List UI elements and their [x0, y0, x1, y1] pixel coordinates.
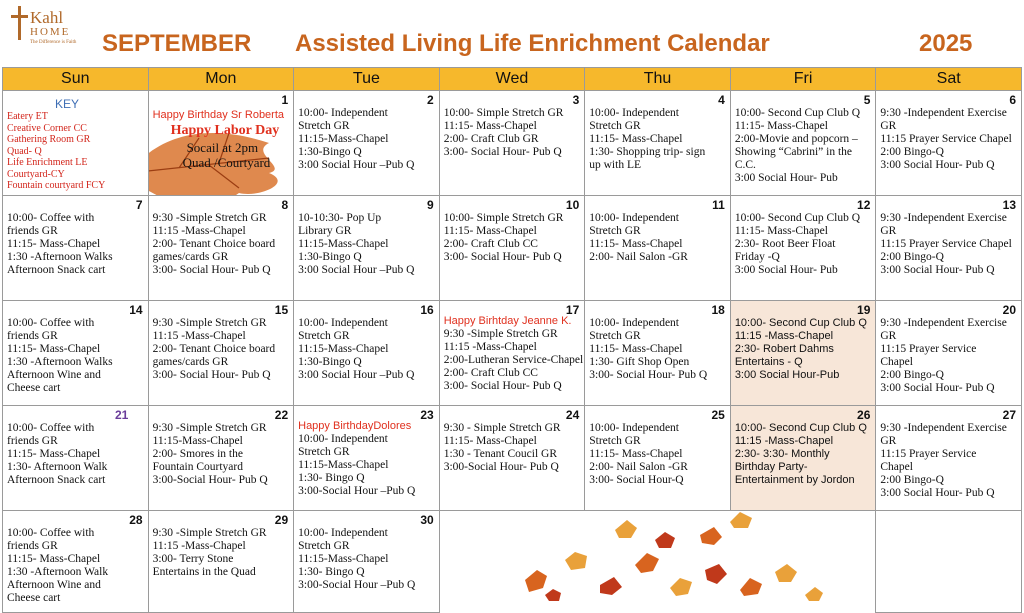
- event-line: 1:30-Bingo Q: [298, 356, 362, 368]
- event-line: friends GR: [7, 330, 58, 342]
- event-line: Cheese cart: [7, 382, 61, 394]
- event-line: 1:30 -Afternoon Walks: [7, 251, 113, 263]
- event-line: 11:15- Mass-Chapel: [443, 225, 537, 237]
- event-line: 10:00- Coffee with: [7, 212, 95, 224]
- event-list: [149, 406, 294, 487]
- event-line: Afternoon Wine and: [7, 579, 101, 591]
- labor-day-headline: Happy Labor Day: [170, 123, 280, 138]
- event-line: 2:00- Nail Salon -GR: [589, 461, 688, 473]
- event-line: 11:15-Mass-Chapel: [152, 435, 243, 447]
- event-list: [876, 196, 1021, 277]
- event-line: games/cards GR: [152, 356, 229, 368]
- event-line: 3:00-Social Hour –Pub Q: [298, 579, 416, 591]
- event-line: Entertains in the Quad: [152, 566, 256, 578]
- event-line: Entertains - Q: [734, 356, 803, 368]
- event-line: 3:00-Social Hour- Pub Q: [443, 461, 559, 473]
- weekday-sun: Sun: [3, 68, 149, 91]
- key-cell: [3, 91, 149, 196]
- event-line: 11:15- Mass-Chapel: [443, 435, 537, 447]
- day-cell-8: [148, 196, 294, 301]
- event-line: Chapel: [880, 356, 913, 368]
- event-line: 11:15- Mass-Chapel: [589, 133, 683, 145]
- key-item: Gathering Room GR: [7, 134, 91, 145]
- event-line: 1:30- Afternoon Walk: [7, 461, 108, 473]
- event-list: [294, 196, 439, 277]
- event-line: 11:15-Mass-Chapel: [298, 133, 389, 145]
- event-list: [585, 196, 730, 264]
- event-list: [149, 301, 294, 382]
- day-number: 20: [1002, 303, 1016, 317]
- weekday-tue: Tue: [294, 68, 440, 91]
- day-number: 22: [274, 408, 289, 422]
- day-cell-24: [439, 406, 585, 511]
- event-line: 9:30 -Independent Exercise: [880, 317, 1007, 329]
- event-line: 10:00- Independent: [589, 422, 679, 434]
- key-item: Courtyard-CY: [7, 168, 65, 180]
- week-row: [3, 406, 1022, 511]
- day-number: 19: [857, 303, 871, 317]
- day-cell-27: [876, 406, 1022, 511]
- day-number: 21: [115, 408, 129, 422]
- event-line: 9:30 - Simple Stretch GR: [443, 422, 561, 434]
- title-year: 2025: [919, 30, 973, 57]
- event-list: [149, 511, 294, 579]
- event-line: 1:30-Bingo Q: [298, 251, 362, 263]
- event-line: 3:00- Social Hour- Pub Q: [443, 251, 562, 263]
- key-item: Fountain courtyard FCY: [7, 180, 106, 191]
- weekday-thu: Thu: [585, 68, 731, 91]
- event-line: 1:30- Gift Shop Open: [589, 356, 690, 368]
- event-list: [3, 301, 148, 395]
- week-row: [3, 301, 1022, 406]
- day-cell-6: [876, 91, 1022, 196]
- day-number: 24: [565, 408, 580, 422]
- event-line: 11:15 -Mass-Chapel: [734, 435, 834, 447]
- event-line: 1:30- Shopping trip- sign: [589, 146, 706, 158]
- event-line: 10:00- Independent: [298, 527, 388, 539]
- day-cell-22: [148, 406, 294, 511]
- day-number: 17: [565, 303, 580, 317]
- social-location: Quad /Courtyard: [182, 155, 271, 170]
- event-line: Stretch GR: [298, 120, 350, 132]
- event-line: 2:00 Bingo-Q: [880, 251, 944, 263]
- weekday-wed: Wed: [439, 68, 585, 91]
- birthday-note: Happy BirthdayDolores: [298, 420, 412, 432]
- event-line: 2:00-Movie and popcorn –: [734, 133, 858, 145]
- event-line: 3:00 Social Hour –Pub Q: [298, 369, 415, 381]
- event-line: 3:00- Social Hour- Pub Q: [443, 380, 562, 392]
- event-list: [731, 406, 876, 487]
- event-line: 3:00- Social Hour- Pub Q: [589, 369, 708, 381]
- event-line: 9:30 -Independent Exercise: [880, 212, 1007, 224]
- event-line: 10-10:30- Pop Up: [298, 212, 382, 224]
- key-item: Life Enrichment LE: [7, 157, 88, 168]
- event-line: 1:30 -Afternoon Walks: [7, 356, 113, 368]
- day-cell-20: [876, 301, 1022, 406]
- event-line: 10:00- Second Cup Club Q: [734, 107, 861, 119]
- event-line: GR: [880, 435, 897, 447]
- event-line: Fountain Courtyard: [152, 461, 243, 473]
- day-number: 5: [863, 93, 871, 107]
- key-item: Eatery ET: [7, 111, 48, 122]
- event-line: 11:15- Mass-Chapel: [443, 120, 537, 132]
- event-line: 11:15- Mass-Chapel: [734, 225, 828, 237]
- event-line: Afternoon Snack cart: [7, 264, 106, 276]
- event-line: 10:00- Independent: [589, 212, 679, 224]
- event-list: [876, 406, 1021, 500]
- event-line: 3:00 Social Hour- Pub Q: [880, 382, 995, 394]
- day-cell-13: [876, 196, 1022, 301]
- event-list: [440, 91, 585, 159]
- event-line: 3:00- Social Hour- Pub Q: [152, 369, 271, 381]
- event-list: [876, 91, 1021, 172]
- event-line: 9:30 -Simple Stretch GR: [152, 527, 267, 539]
- day-number: 8: [281, 198, 289, 212]
- event-line: 11:15 -Mass-Chapel: [443, 341, 537, 353]
- social-time: Socail at 2pm: [186, 140, 259, 155]
- event-line: Cheese cart: [7, 592, 61, 604]
- event-list: [731, 301, 876, 382]
- event-line: games/cards GR: [152, 251, 229, 263]
- day-cell-19: [730, 301, 876, 406]
- day-number: 3: [572, 93, 580, 107]
- event-line: 2:00- Craft Club CC: [443, 238, 538, 250]
- title-main: Assisted Living Life Enrichment Calendar: [295, 30, 770, 57]
- event-line: 1:30 -Afternoon Walk: [7, 566, 109, 578]
- day-number: 16: [420, 303, 434, 317]
- event-line: 3:00 Social Hour- Pub: [734, 172, 838, 184]
- event-line: 11:15 -Mass-Chapel: [734, 330, 834, 342]
- birthday-note: Happy Birthday Sr Roberta: [152, 109, 285, 121]
- day-number: 13: [1002, 198, 1016, 212]
- day-number: 2: [427, 93, 434, 107]
- key-item: Quad- Q: [7, 145, 42, 157]
- event-line: 11:15 Prayer Service Chapel: [880, 238, 1012, 250]
- event-line: 11:15- Mass-Chapel: [589, 343, 683, 355]
- key-title: KEY: [55, 97, 80, 111]
- day-cell-26: [730, 406, 876, 511]
- fallen-leaves-icon: [505, 510, 855, 605]
- event-line: Stretch GR: [298, 540, 350, 552]
- event-line: 10:00- Independent: [589, 107, 679, 119]
- event-line: Stretch GR: [589, 225, 641, 237]
- weekday-mon: Mon: [148, 68, 294, 91]
- event-line: 3:00- Terry Stone: [152, 553, 234, 565]
- event-list: [585, 406, 730, 487]
- event-line: 9:30 -Simple Stretch GR: [443, 328, 558, 340]
- event-line: 11:15 Prayer Service: [880, 448, 977, 460]
- day-cell-15: [148, 301, 294, 406]
- event-line: Stretch GR: [589, 330, 641, 342]
- day-number: 1: [281, 93, 289, 107]
- event-line: 3:00 Social Hour- Pub Q: [880, 487, 995, 499]
- event-line: 1:30 - Tenant Coucil GR: [443, 448, 558, 460]
- event-line: GR: [880, 330, 897, 342]
- event-line: Library GR: [298, 225, 352, 237]
- event-line: 10:00- Simple Stretch GR: [443, 212, 564, 224]
- event-line: friends GR: [7, 435, 58, 447]
- event-line: 10:00- Independent: [298, 107, 388, 119]
- event-list: [440, 196, 585, 264]
- event-line: 11:15-Mass-Chapel: [298, 459, 389, 471]
- event-line: 2:00 Bingo-Q: [880, 146, 944, 158]
- day-number: 27: [1002, 408, 1016, 422]
- event-line: 2:00- Craft Club CC: [443, 367, 538, 379]
- event-list: [876, 301, 1021, 395]
- key-item: Creative Corner CC: [7, 122, 87, 134]
- empty-cell: [876, 511, 1022, 613]
- day-cell-16: [294, 301, 440, 406]
- weekday-sat: Sat: [876, 68, 1022, 91]
- event-list: [585, 91, 730, 172]
- logo-tagline: The Difference is Faith: [30, 40, 77, 45]
- event-line: 3:00- Social Hour- Pub Q: [443, 146, 562, 158]
- event-line: Chapel: [880, 461, 913, 473]
- event-line: 9:30 -Simple Stretch GR: [152, 422, 267, 434]
- event-line: 2:00 Bingo-Q: [880, 369, 944, 381]
- event-line: 10:00- Second Cup Club Q: [734, 422, 867, 434]
- key-list: [7, 111, 105, 192]
- event-list: [294, 406, 439, 498]
- event-line: 11:15 Prayer Service Chapel: [880, 133, 1012, 145]
- event-line: friends GR: [7, 540, 58, 552]
- event-line: 3:00 Social Hour- Pub: [734, 264, 838, 276]
- event-line: Stretch GR: [589, 435, 641, 447]
- event-line: 3:00 Social Hour-Pub: [734, 369, 840, 381]
- logo-sub: HOME: [30, 26, 71, 38]
- event-line: 2:00- Nail Salon -GR: [589, 251, 688, 263]
- day-cell-23: [294, 406, 440, 511]
- title-month: SEPTEMBER: [102, 30, 252, 57]
- event-list: [440, 406, 585, 474]
- event-line: 11:15 -Mass-Chapel: [152, 330, 246, 342]
- weekday-header-row: [3, 68, 1022, 91]
- day-cell-28: [3, 511, 149, 613]
- event-line: 11:15-Mass-Chapel: [298, 343, 389, 355]
- day-cell-3: [439, 91, 585, 196]
- event-line: 2:30- Robert Dahms: [734, 343, 834, 355]
- day-number: 4: [718, 93, 725, 107]
- event-list: [440, 301, 585, 393]
- event-line: 10:00- Second Cup Club Q: [734, 212, 861, 224]
- event-line: 1:30- Bingo Q: [298, 566, 365, 578]
- event-line: 2:00-Lutheran Service-Chapel: [443, 354, 584, 366]
- day-number: 12: [857, 198, 871, 212]
- day-cell-4: [585, 91, 731, 196]
- event-line: 11:15 -Mass-Chapel: [152, 540, 246, 552]
- event-line: 11:15- Mass-Chapel: [589, 448, 683, 460]
- event-line: 10:00- Independent: [298, 317, 388, 329]
- event-line: 2:00- Craft Club GR: [443, 133, 539, 145]
- event-line: 11:15 -Mass-Chapel: [152, 225, 246, 237]
- day-number: 15: [274, 303, 289, 317]
- day-cell-11: [585, 196, 731, 301]
- day-cell-30: [294, 511, 440, 613]
- event-line: Afternoon Wine and: [7, 369, 101, 381]
- event-list: [294, 301, 439, 382]
- event-line: 1:30-Bingo Q: [298, 146, 362, 158]
- day-number: 10: [565, 198, 580, 212]
- event-line: Stretch GR: [298, 446, 350, 458]
- event-line: 3:00- Social Hour- Pub Q: [152, 264, 271, 276]
- event-line: 11:15-Mass-Chapel: [298, 553, 389, 565]
- event-line: 2:30- Root Beer Float: [734, 238, 836, 250]
- day-number: 25: [711, 408, 725, 422]
- day-cell-25: [585, 406, 731, 511]
- day-cell-29: [148, 511, 294, 613]
- event-list: [149, 196, 294, 277]
- event-line: 10:00- Coffee with: [7, 527, 95, 539]
- event-list: [294, 91, 439, 172]
- event-line: 11:15 Prayer Service: [880, 343, 977, 355]
- event-line: 3:00- Social Hour-Q: [589, 474, 684, 486]
- event-line: 10:00- Independent: [589, 317, 679, 329]
- event-line: 10:00- Coffee with: [7, 422, 95, 434]
- day-number: 30: [420, 513, 434, 527]
- day-number: 23: [420, 408, 434, 422]
- week-row: [3, 91, 1022, 196]
- event-line: 9:30 -Simple Stretch GR: [152, 317, 267, 329]
- event-line: 11:15- Mass-Chapel: [7, 553, 101, 565]
- event-list: [731, 196, 876, 277]
- day-cell-7: [3, 196, 149, 301]
- event-line: 9:30 -Independent Exercise: [880, 422, 1007, 434]
- event-line: 11:15-Mass-Chapel: [298, 238, 389, 250]
- event-line: 2:00 Bingo-Q: [880, 474, 944, 486]
- day-cell-1: [148, 91, 294, 196]
- event-line: 11:15- Mass-Chapel: [7, 238, 101, 250]
- day-number: 9: [427, 198, 434, 212]
- day-number: 14: [129, 303, 143, 317]
- day-cell-5: [730, 91, 876, 196]
- day-cell-18: [585, 301, 731, 406]
- day-number: 6: [1009, 93, 1016, 107]
- event-list: [3, 196, 148, 277]
- event-line: 2:00- Smores in the: [152, 448, 243, 460]
- event-line: Stretch GR: [298, 330, 350, 342]
- event-line: 3:00 Social Hour- Pub Q: [880, 264, 995, 276]
- day-number: 28: [129, 513, 143, 527]
- day-cell-21: [3, 406, 149, 511]
- event-line: up with LE: [589, 159, 641, 171]
- event-line: 2:30- 3:30- Monthly: [734, 448, 830, 460]
- event-list: [3, 511, 148, 605]
- event-list: [585, 301, 730, 382]
- event-line: 2:00- Tenant Choice board: [152, 343, 276, 355]
- event-line: 10:00- Second Cup Club Q: [734, 317, 867, 329]
- day-cell-10: [439, 196, 585, 301]
- event-line: Birthday Party-: [734, 461, 808, 473]
- event-list: [294, 511, 439, 592]
- day-cell-2: [294, 91, 440, 196]
- event-line: 11:15- Mass-Chapel: [7, 448, 101, 460]
- day-number: 26: [857, 408, 871, 422]
- event-line: 9:30 -Simple Stretch GR: [152, 212, 267, 224]
- day-number: 18: [711, 303, 725, 317]
- event-line: 10:00- Simple Stretch GR: [443, 107, 564, 119]
- event-line: 3:00 Social Hour –Pub Q: [298, 264, 415, 276]
- day-cell-12: [730, 196, 876, 301]
- event-line: Showing “Cabrini” in the C.C.: [734, 146, 853, 171]
- day-cell-17: [439, 301, 585, 406]
- event-line: Stretch GR: [589, 120, 641, 132]
- event-line: 10:00- Independent: [298, 433, 388, 445]
- event-line: GR: [880, 120, 897, 132]
- weekday-fri: Fri: [730, 68, 876, 91]
- event-line: Friday -Q: [734, 251, 780, 263]
- week-row: [3, 196, 1022, 301]
- event-line: 1:30- Bingo Q: [298, 472, 365, 484]
- event-line: Afternoon Snack cart: [7, 474, 106, 486]
- event-line: 9:30 -Independent Exercise: [880, 107, 1007, 119]
- event-line: friends GR: [7, 225, 58, 237]
- event-line: 3:00-Social Hour –Pub Q: [298, 485, 416, 497]
- event-line: 11:15- Mass-Chapel: [589, 238, 683, 250]
- day-cell-14: [3, 301, 149, 406]
- event-line: 10:00- Coffee with: [7, 317, 95, 329]
- day-number: 11: [712, 198, 725, 212]
- day-number: 7: [135, 198, 143, 212]
- event-line: 3:00 Social Hour –Pub Q: [298, 159, 415, 171]
- page-title: [0, 30, 1024, 62]
- event-line: 3:00 Social Hour- Pub Q: [880, 159, 995, 171]
- event-line: 3:00-Social Hour- Pub Q: [152, 474, 268, 486]
- event-line: 11:15- Mass-Chapel: [7, 343, 101, 355]
- event-line: 2:00- Tenant Choice board: [152, 238, 276, 250]
- day-number: 29: [274, 513, 289, 527]
- day-cell-9: [294, 196, 440, 301]
- event-line: Entertainment by Jordon: [734, 474, 855, 486]
- event-list: [731, 91, 876, 185]
- event-line: GR: [880, 225, 897, 237]
- logo-name: Kahl: [30, 8, 64, 27]
- birthday-note: Happy Birhtday Jeanne K.: [443, 315, 572, 327]
- event-line: 11:15- Mass-Chapel: [734, 120, 828, 132]
